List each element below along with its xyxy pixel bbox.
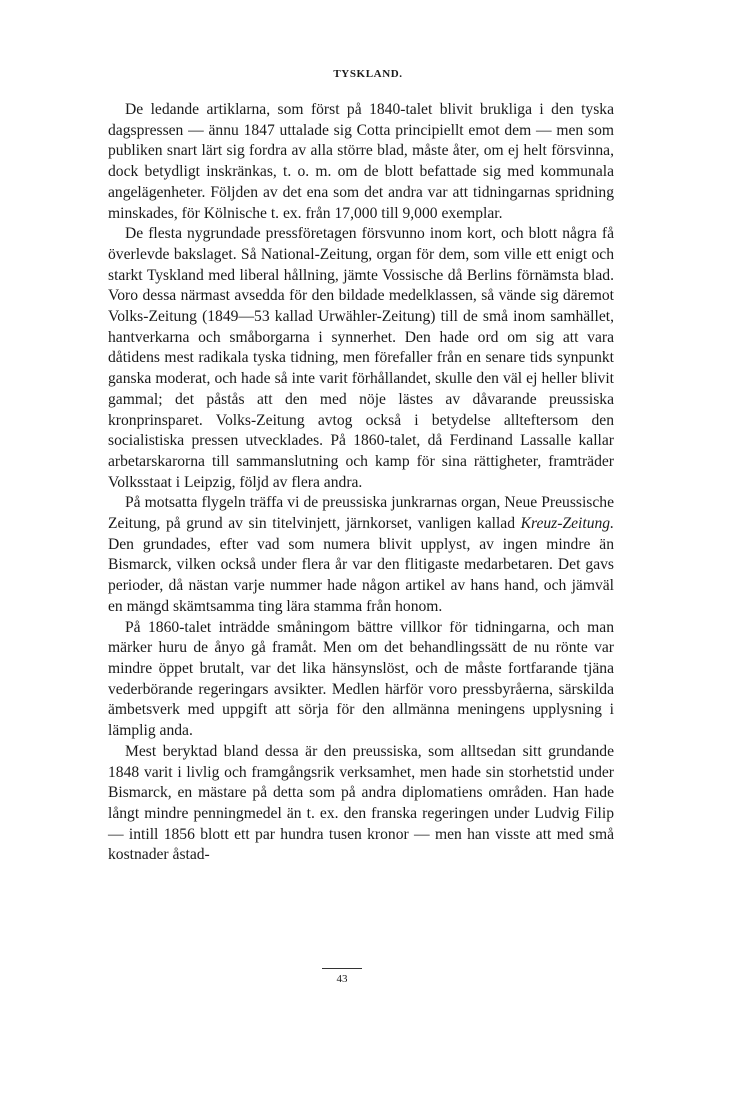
- footer-rule: [322, 968, 362, 969]
- page-number: 43: [336, 973, 348, 985]
- running-title: TYSKLAND.: [333, 68, 403, 80]
- paragraph-5: Mest beryktad bland dessa är den preussiska, som alltsedan sitt grundande 1848 varit i livlig och framgångsrik verksamhet, men hade sin storhetstid under Bismarck, en mästare på detta som på andra diplomatiens områden. Han hade långt mindre penningmedel än t. ex. den franska regeringen under Ludvig Filip — intill 1856 blott ett par hundra tusen kronor — men han visste att med små kostnader åstad-: [108, 742, 614, 864]
- paragraph-1: De ledande artiklarna, som först på 1840-talet blivit brukliga i den tyska dagspressen — ännu 1847 uttalade sig Cotta principiellt emot dem — men som publiken snart lärt sig fordra av alla större blad, måste åter, om ej helt försvinna, dock betydligt inskränkas, t. o. m. om de blott befattade sig med kommunala angelägenheter. Följden av det ena som det andra var att tidningarnas spridning minskades, för Kölnische t. ex. från 17,000 till 9,000 exemplar.: [108, 101, 614, 222]
- kreuz-zeitung-italic: Kreuz-Zeitung.: [520, 515, 614, 533]
- paragraph-3-text-start: På motsatta flygeln träffa vi de preussiska junkrarnas organ, Neue Preussische Zeitung, på grund av sin titelvinjett, järnkorset, vanligen kallad: [108, 494, 614, 533]
- body-text: [108, 100, 614, 866]
- paragraph-4: På 1860-talet inträdde småningom bättre villkor för tidningarna, och man märker huru de ånyo gå framåt. Men om det behandlingssätt de nu rönte var mindre öppet brutalt, var det lika hänsynslöst, och de måste fortfarande tjäna vederbörande regeringars avsikter. Medlen härför voro pressbyråerna, särskilda ämbetsverk med uppgift att sörja för den allmänna meningens upplysning i lämplig anda.: [108, 618, 614, 740]
- paragraph-3-text-end: Den grundades, efter vad som numera blivit upplyst, av ingen mindre än Bismarck, vilken också under flera år var den flitigaste medarbetaren. Det gavs perioder, då nästan varje nummer hade någon artikel av hans hand, och jämväl en mängd skämtsamma ting lära stamma från honom.: [108, 535, 614, 615]
- paragraph-3: [108, 493, 614, 617]
- paragraph-2: De flesta nygrundade pressföretagen försvunno inom kort, och blott några få överlevde bakslaget. Så National-Zeitung, organ för dem, som ville ett enigt och starkt Tyskland med liberal hållning, jämte Vossische då Berlins förnämsta blad. Voro dessa närmast avsedda för den bildade medelklassen, så vände sig däremot Volks-Zeitung (1849—53 kallad Urwähler-Zeitung) till de små inom samhället, hantverkarna och småborgarna i synnerhet. Den hade ord om sig att vara dåtidens mest radikala tyska tidning, men förefaller från en senare tids synpunkt ganska moderat, och hade så inte varit förhållandet, skulle den väl ej heller blivit gammal; det påstås att den med nöje lästes av dåvarande preussiska kronprinsparet. Volks-Zeitung avtog också i betydelse allteftersom den socialistiska pressen utvecklades. På 1860-talet, då Ferdinand Lassalle kallar arbetarskarorna till sammanslutning och kamp för sina rättigheter, framträder Volksstaat i Leipzig, följd av flera andra.: [108, 225, 614, 491]
